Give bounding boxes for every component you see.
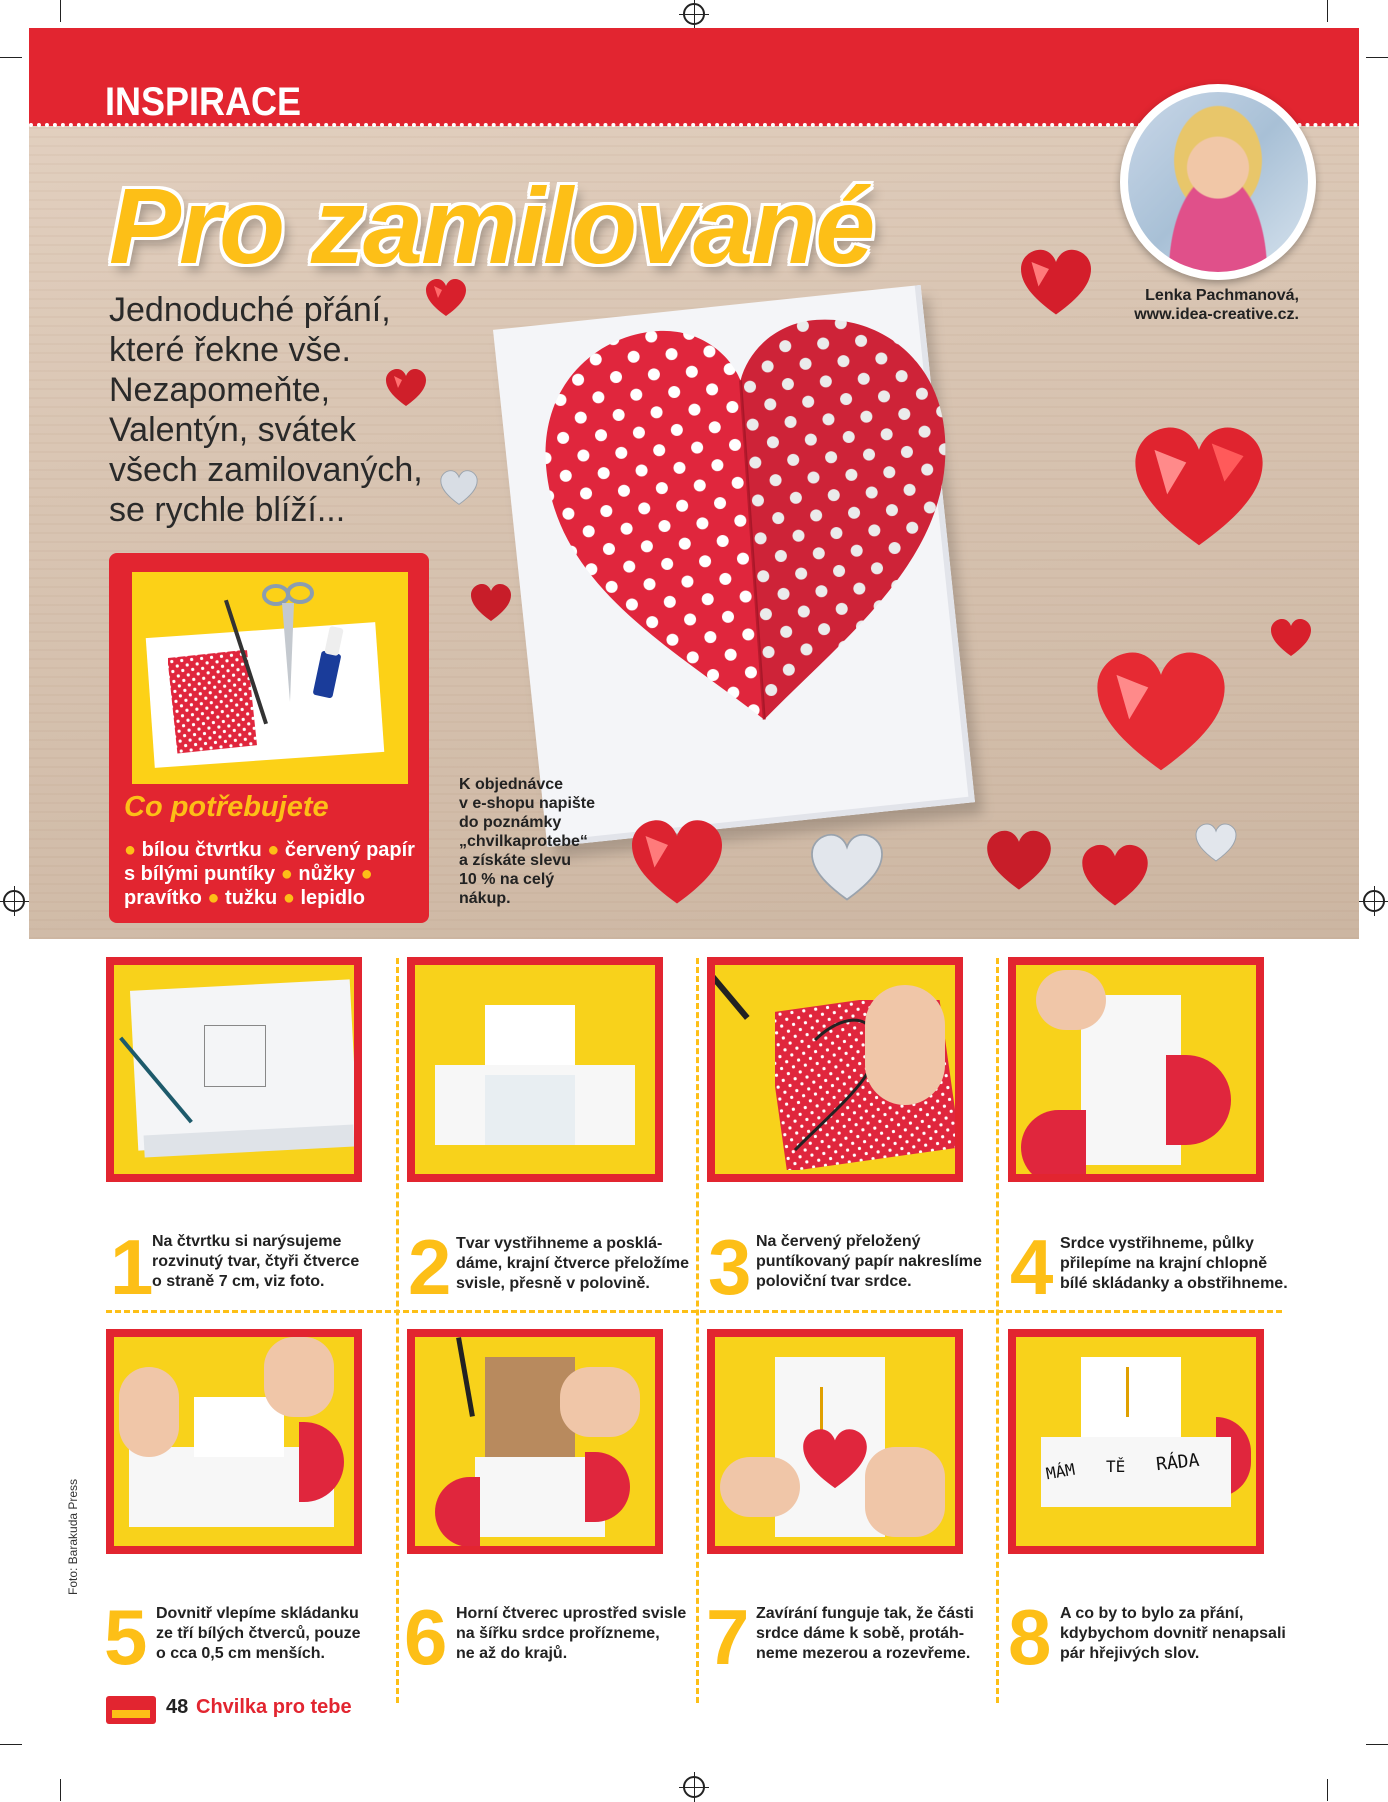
step-6-text	[456, 1604, 696, 1664]
half-heart-icon	[435, 1477, 480, 1546]
hand-icon	[865, 985, 945, 1105]
registration-mark-icon	[683, 1776, 705, 1798]
step-text-line: puntíkovaný papír nakreslíme	[756, 1253, 982, 1270]
magazine-name: Chvilka pro tebe	[196, 1696, 352, 1718]
red-heart-gem-icon	[469, 583, 513, 623]
half-heart-icon	[299, 1422, 344, 1502]
half-heart-icon	[1021, 1110, 1086, 1174]
magazine-logo-icon	[106, 1696, 156, 1724]
step-7-number: 7	[706, 1593, 750, 1681]
hand-icon	[119, 1367, 179, 1457]
order-note-line: K objednávce	[459, 776, 564, 793]
order-note-line: a získáte slevu	[459, 852, 572, 869]
hand-icon	[560, 1367, 640, 1437]
supply-item: bílou čtvrtku	[141, 839, 262, 861]
step-8-text	[1060, 1604, 1290, 1664]
handwritten-word: RÁDA	[1155, 1449, 1201, 1476]
step-text-line: přilepíme na krajní chlopně	[1060, 1255, 1268, 1272]
author-website: www.idea-creative.cz.	[1134, 306, 1299, 323]
step-text-line: na šířku srdce prořízneme,	[456, 1625, 660, 1642]
order-note-line: nákup.	[459, 890, 511, 907]
step-text-line: Dovnitř vlepíme skládanku	[156, 1605, 359, 1622]
supply-item: lepidlo	[300, 887, 365, 909]
crop-mark	[0, 1744, 22, 1745]
page-number: 48	[166, 1696, 189, 1718]
step-text-line: poloviční tvar srdce.	[756, 1273, 912, 1290]
step-text-line: srdce dáme k sobě, protáh-	[756, 1625, 965, 1642]
knife-icon	[456, 1337, 475, 1417]
handwritten-word: MÁM	[1044, 1459, 1077, 1484]
step-3-number: 3	[708, 1223, 752, 1311]
step-text-line: Na červený přeložený	[756, 1233, 921, 1250]
step-text-line: pár hřejivých slov.	[1060, 1645, 1200, 1662]
order-note-line: v e-shopu napište	[459, 795, 596, 812]
step-5-photo	[106, 1329, 362, 1554]
hand-icon	[264, 1337, 334, 1417]
silver-heart-gem-icon	[439, 468, 479, 508]
registration-mark-icon	[3, 890, 25, 912]
step-text-line: ze tří bílých čtverců, pouze	[156, 1625, 361, 1642]
step-text-line: Na čtvrtku si narýsujeme	[152, 1233, 342, 1250]
red-heart-gem-icon	[1079, 843, 1151, 909]
supply-item: tužku	[225, 887, 278, 909]
step-1-photo	[106, 957, 362, 1182]
red-heart-gem-icon	[384, 368, 428, 408]
step-7-text	[756, 1604, 996, 1664]
step-text-line: Zavírání funguje tak, že části	[756, 1605, 974, 1622]
step-6-photo	[407, 1329, 663, 1554]
crop-mark	[1327, 0, 1328, 22]
crop-mark	[1327, 1779, 1328, 1801]
step-3-text	[756, 1232, 986, 1292]
step-text-line: A co by to bylo za přání,	[1060, 1605, 1244, 1622]
author-name: Lenka Pachmanová,	[1145, 287, 1299, 304]
silver-heart-gem-icon	[1194, 823, 1238, 863]
section-kicker: INSPIRACE	[105, 80, 302, 124]
step-text-line: o cca 0,5 cm menších.	[156, 1645, 325, 1662]
step-divider	[106, 1310, 1282, 1313]
author-credit	[1079, 286, 1299, 324]
crop-mark	[60, 0, 61, 22]
step-text-line: Horní čtverec uprostřed svisle	[456, 1605, 687, 1622]
step-text-line: dáme, krajní čtverce přeložíme	[456, 1255, 689, 1272]
article-intro: Jednoduché přání, které řekne vše. Nezapomeňte, Valentýn, svátek všech zamilovaných, se rychle blíží...	[109, 291, 423, 529]
red-heart-gem-icon	[984, 828, 1054, 894]
order-note-line: do poznámky	[459, 814, 562, 831]
crop-mark	[1366, 1744, 1388, 1745]
crop-mark	[60, 1779, 61, 1801]
step-8-number: 8	[1008, 1593, 1052, 1681]
step-4-number: 4	[1010, 1223, 1054, 1311]
registration-mark-icon	[683, 3, 705, 25]
step-text-line: ne až do krajů.	[456, 1645, 568, 1662]
step-divider	[396, 958, 399, 1703]
handwritten-word: TĚ	[1106, 1457, 1126, 1476]
crop-mark	[0, 57, 22, 58]
red-heart-gem-icon	[1017, 248, 1095, 318]
step-text-line: neme mezerou a rozevřeme.	[756, 1645, 971, 1662]
hand-icon	[720, 1457, 800, 1517]
step-text-line: Srdce vystřihneme, půlky	[1060, 1235, 1254, 1252]
step-text-line: Tvar vystřihneme a posklá-	[456, 1235, 663, 1252]
step-8-photo	[1008, 1329, 1264, 1554]
step-2-number: 2	[408, 1223, 452, 1311]
step-2-text	[456, 1234, 696, 1294]
photo-credit: Foto: Barakuda Press	[66, 1478, 80, 1595]
polka-dot-heart	[527, 306, 975, 754]
supply-item: červený papír s bílými puntíky	[124, 839, 415, 885]
bullet-icon: ●	[280, 863, 293, 885]
order-note-line: 10 % na celý	[459, 871, 555, 888]
hero-section	[29, 28, 1359, 939]
red-heart-gem-icon	[627, 818, 727, 908]
step-divider	[696, 958, 699, 1703]
author-photo	[1120, 84, 1316, 280]
scissors-icon	[260, 577, 320, 707]
crop-mark	[1366, 57, 1388, 58]
step-text-line: o straně 7 cm, viz foto.	[152, 1273, 325, 1290]
bullet-icon: ●	[267, 839, 280, 861]
step-1-number: 1	[110, 1223, 154, 1311]
red-heart-gem-icon	[1091, 648, 1231, 778]
step-text-line: rozvinutý tvar, čtyři čtverce	[152, 1253, 360, 1270]
step-4-text	[1060, 1234, 1300, 1294]
bullet-icon: ●	[282, 887, 295, 909]
bullet-icon: ●	[124, 839, 137, 861]
bullet-icon: ●	[360, 863, 373, 885]
silver-heart-gem-icon	[807, 833, 887, 903]
marker-icon	[715, 970, 750, 1020]
red-heart-gem-icon	[424, 278, 468, 318]
step-6-number: 6	[404, 1593, 448, 1681]
step-divider	[996, 958, 999, 1703]
step-3-photo	[707, 957, 963, 1182]
supplies-heading: Co potřebujete	[124, 791, 329, 823]
step-1-text	[152, 1232, 382, 1292]
half-heart-icon	[585, 1452, 630, 1522]
supplies-photo	[132, 572, 408, 784]
step-5-text	[156, 1604, 386, 1664]
polka-heart-icon	[800, 1427, 870, 1492]
step-text-line: svisle, přesně v polovině.	[456, 1275, 650, 1292]
supply-item: nůžky	[298, 863, 356, 885]
order-note-line: „chvilkaprotebe“	[459, 833, 588, 850]
hand-icon	[865, 1447, 945, 1537]
red-heart-gem-icon	[1129, 423, 1269, 553]
bullet-icon: ●	[207, 887, 220, 909]
step-4-photo	[1008, 957, 1264, 1182]
half-heart-icon	[1166, 1055, 1231, 1145]
red-heart-gem-icon	[1269, 618, 1313, 658]
step-2-photo	[407, 957, 663, 1182]
order-note	[459, 775, 639, 908]
hand-icon	[1036, 970, 1106, 1030]
supplies-box	[109, 553, 429, 923]
supplies-list	[124, 838, 424, 910]
step-5-number: 5	[104, 1593, 148, 1681]
registration-mark-icon	[1363, 890, 1385, 912]
supply-item: pravítko	[124, 887, 202, 909]
article-title: Pro zamilované	[109, 165, 874, 286]
step-text-line: bílé skládanky a obstřihneme.	[1060, 1275, 1288, 1292]
step-7-photo	[707, 1329, 963, 1554]
step-text-line: kdybychom dovnitř nenapsali	[1060, 1625, 1286, 1642]
